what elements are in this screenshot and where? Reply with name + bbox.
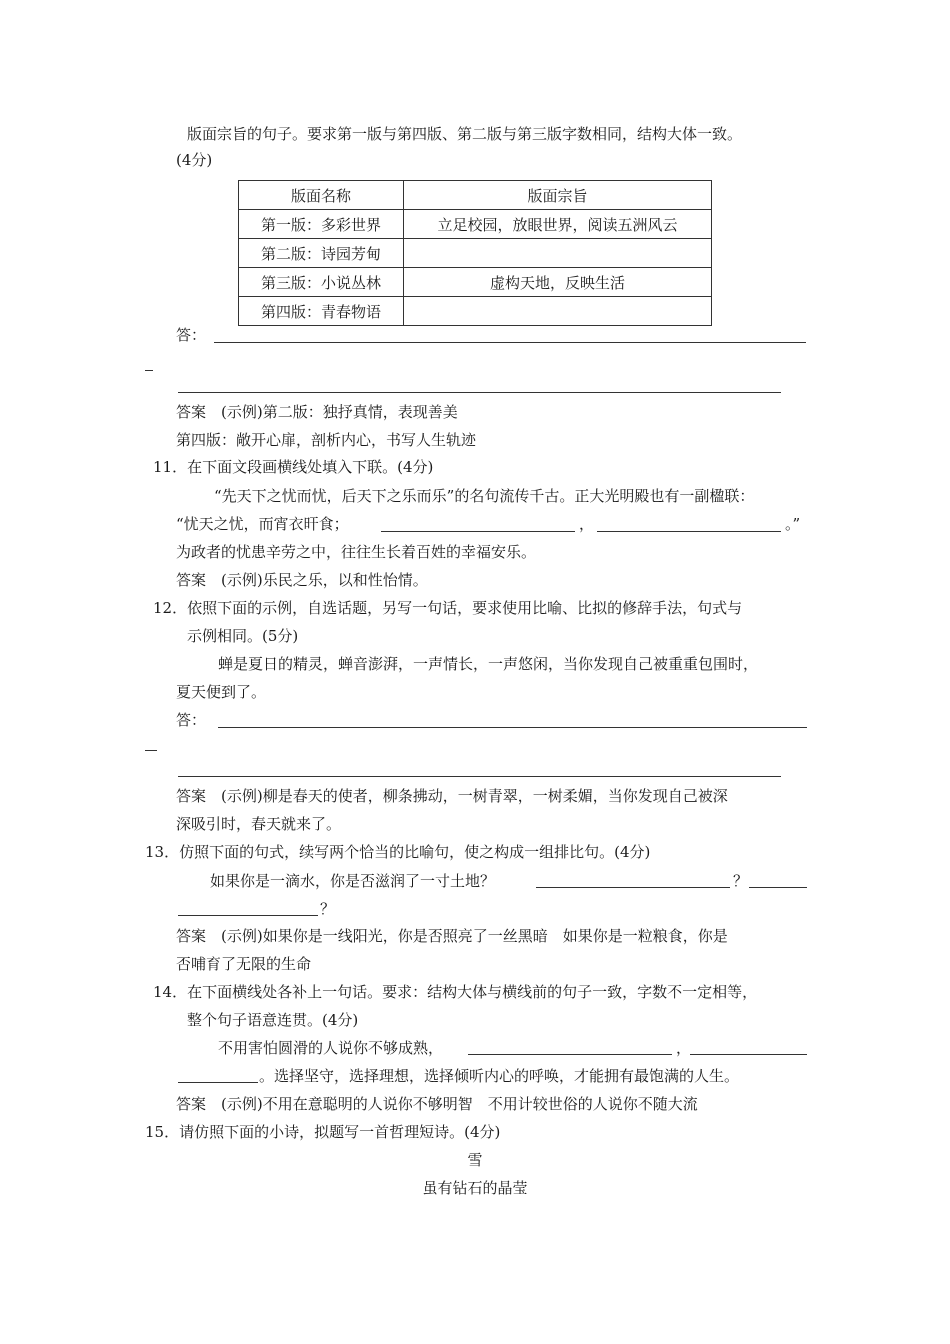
q12-key-line2: 深吸引时，春天就来了。 xyxy=(176,815,342,833)
q15-poem-title: 雪 xyxy=(467,1151,483,1169)
table-cell: 第四版：青春物语 xyxy=(239,297,404,326)
q10-intro-line1: 版面宗旨的句子。要求第一版与第四版、第二版与第三版字数相同，结构大体一致。 xyxy=(187,125,743,143)
q12-answer-label: 答： xyxy=(176,711,207,729)
q13-stem: 13．仿照下面的句式，续写两个恰当的比喻句，使之构成一组排比句。(4分) xyxy=(145,843,651,861)
q10-answer-dash xyxy=(145,370,153,371)
table-header-purpose: 版面宗旨 xyxy=(404,181,712,210)
q14-key: 答案 (示例)不用在意聪明的人说你不够明智 不用计较世俗的人说你不随大流 xyxy=(176,1095,698,1113)
q14-blank-1[interactable] xyxy=(468,1054,672,1055)
q12-answer-line-1[interactable] xyxy=(218,727,807,728)
q10-key-line1: 答案 (示例)第二版：独抒真情，表现善美 xyxy=(176,403,458,421)
q13-blank-1[interactable] xyxy=(536,887,730,888)
table-cell: 第一版：多彩世界 xyxy=(239,210,404,239)
q10-layout-table xyxy=(238,180,712,326)
q14-prompt-a: 不用害怕圆滑的人说你不够成熟， xyxy=(218,1039,444,1057)
q13-key-line1: 答案 (示例)如果你是一线阳光，你是否照亮了一丝黑暗 如果你是一粒粮食，你是 xyxy=(176,927,728,945)
table-cell: 虚构天地，反映生活 xyxy=(404,268,712,297)
table-row xyxy=(239,297,712,326)
q11-para3: 为政者的忧患辛劳之中，往往生长着百姓的幸福安乐。 xyxy=(176,543,537,561)
q10-intro-line2: (4分) xyxy=(176,151,213,169)
q12-example-line2: 夏天便到了。 xyxy=(176,683,267,701)
q14-prompt-c: 。选择坚守，选择理想，选择倾听内心的呼唤，才能拥有最饱满的人生。 xyxy=(259,1067,740,1085)
q11-para1: “先天下之忧而忧，后天下之乐而乐”的名句流传千古。正大光明殿也有一副楹联： xyxy=(214,487,755,505)
q10-key-line2: 第四版：敞开心扉，剖析内心，书写人生轨迹 xyxy=(176,431,477,449)
q15-poem-line1: 虽有钻石的晶莹 xyxy=(422,1179,528,1197)
q11-para2-a: “忧天之忧，而宵衣旰食； xyxy=(176,515,349,533)
q11-para2-b: ， xyxy=(579,515,595,533)
q13-blank-2a[interactable] xyxy=(749,887,807,888)
q13-key-line2: 否哺育了无限的生命 xyxy=(176,955,312,973)
q10-answer-line-2[interactable] xyxy=(178,392,781,393)
table-header-name: 版面名称 xyxy=(239,181,404,210)
q13-blank-2b[interactable] xyxy=(178,915,318,916)
q12-stem-line1: 12．依照下面的示例，自选话题，另写一句话，要求使用比喻、比拟的修辞手法，句式与 xyxy=(153,599,743,617)
q11-blank-1[interactable] xyxy=(381,531,575,532)
q14-stem-line1: 14．在下面横线处各补上一句话。要求：结构大体与横线前的句子一致，字数不一定相等， xyxy=(153,983,758,1001)
q15-stem: 15．请仿照下面的小诗，拟题写一首哲理短诗。(4分) xyxy=(145,1123,501,1141)
table-row xyxy=(239,268,712,297)
q10-answer-label: 答： xyxy=(176,326,207,344)
q11-para2-c: 。” xyxy=(785,515,801,533)
q11-stem: 11．在下面文段画横线处填入下联。(4分) xyxy=(153,458,434,476)
q13-qmark: ？ xyxy=(733,872,749,890)
q12-answer-dash xyxy=(145,750,157,751)
table-row xyxy=(239,239,712,268)
q12-key-line1: 答案 (示例)柳是春天的使者，柳条拂动，一树青翠，一树柔媚，当你发现自己被深 xyxy=(176,787,728,805)
q10-answer-line-1[interactable] xyxy=(214,342,806,343)
q14-blank-2a[interactable] xyxy=(690,1054,807,1055)
q11-blank-2[interactable] xyxy=(597,531,781,532)
table-cell: 第二版：诗园芳甸 xyxy=(239,239,404,268)
table-cell: 第三版：小说丛林 xyxy=(239,268,404,297)
q14-blank-2b[interactable] xyxy=(178,1082,258,1083)
q13-qmark2: ？ xyxy=(320,900,336,918)
q12-example-line1: 蝉是夏日的精灵，蝉音澎湃，一声情长，一声悠闲，当你发现自己被重重包围时， xyxy=(218,655,759,673)
table-cell-blank[interactable] xyxy=(404,239,712,268)
table-cell: 立足校园，放眼世界，阅读五洲风云 xyxy=(404,210,712,239)
table-cell-blank[interactable] xyxy=(404,297,712,326)
q11-key: 答案 (示例)乐民之乐，以和性怡情。 xyxy=(176,571,428,589)
q14-stem-line2: 整个句子语意连贯。(4分) xyxy=(187,1011,359,1029)
q12-stem-line2: 示例相同。(5分) xyxy=(187,627,299,645)
q14-prompt-b: ， xyxy=(676,1039,692,1057)
q12-answer-line-2[interactable] xyxy=(178,776,781,777)
table-row xyxy=(239,210,712,239)
table-header-row xyxy=(239,181,712,210)
q13-prompt: 如果你是一滴水，你是否滋润了一寸土地？ xyxy=(210,872,496,890)
